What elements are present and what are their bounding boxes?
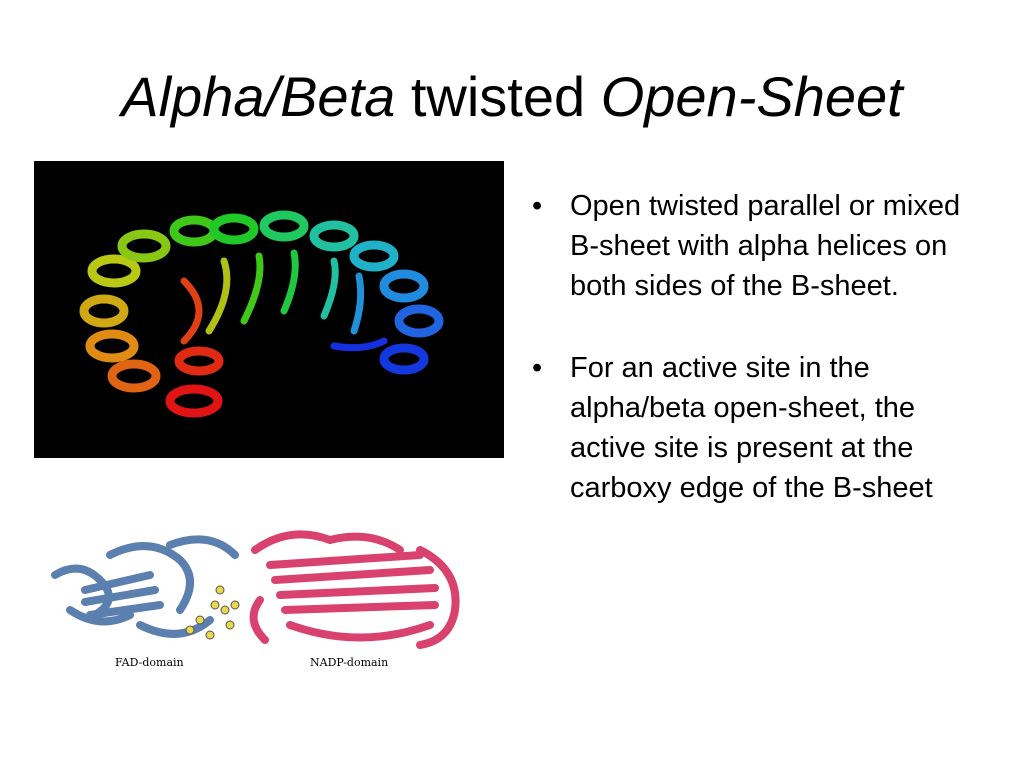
bullet-dot: • bbox=[532, 352, 543, 384]
fad-domain-label: FAD-domain bbox=[115, 656, 184, 669]
bullet-dot: • bbox=[532, 190, 543, 222]
bullet-item-1 bbox=[528, 186, 968, 306]
bullet-list bbox=[528, 186, 968, 550]
title-part-alpha-beta: Alpha/Beta bbox=[121, 65, 396, 128]
domain-ribbon-graphic bbox=[40, 520, 480, 670]
bullet-text-1: Open twisted parallel or mixed B-sheet with alpha helices on both sides of the B-sheet. bbox=[570, 190, 961, 302]
title-part-open-sheet: Open-Sheet bbox=[600, 65, 903, 128]
bullet-item-2 bbox=[528, 348, 968, 508]
ribbon-rainbow-graphic bbox=[34, 161, 504, 458]
slide-title bbox=[0, 62, 1024, 132]
protein-ribbon-image bbox=[34, 161, 504, 458]
fad-nadp-domain-image bbox=[40, 520, 480, 670]
bullet-text-2: For an active site in the alpha/beta open-sheet, the active site is present at the carboxy edge of the B-sheet bbox=[570, 352, 933, 504]
title-part-twisted: twisted bbox=[410, 65, 586, 128]
nadp-domain-label: NADP-domain bbox=[310, 656, 389, 669]
